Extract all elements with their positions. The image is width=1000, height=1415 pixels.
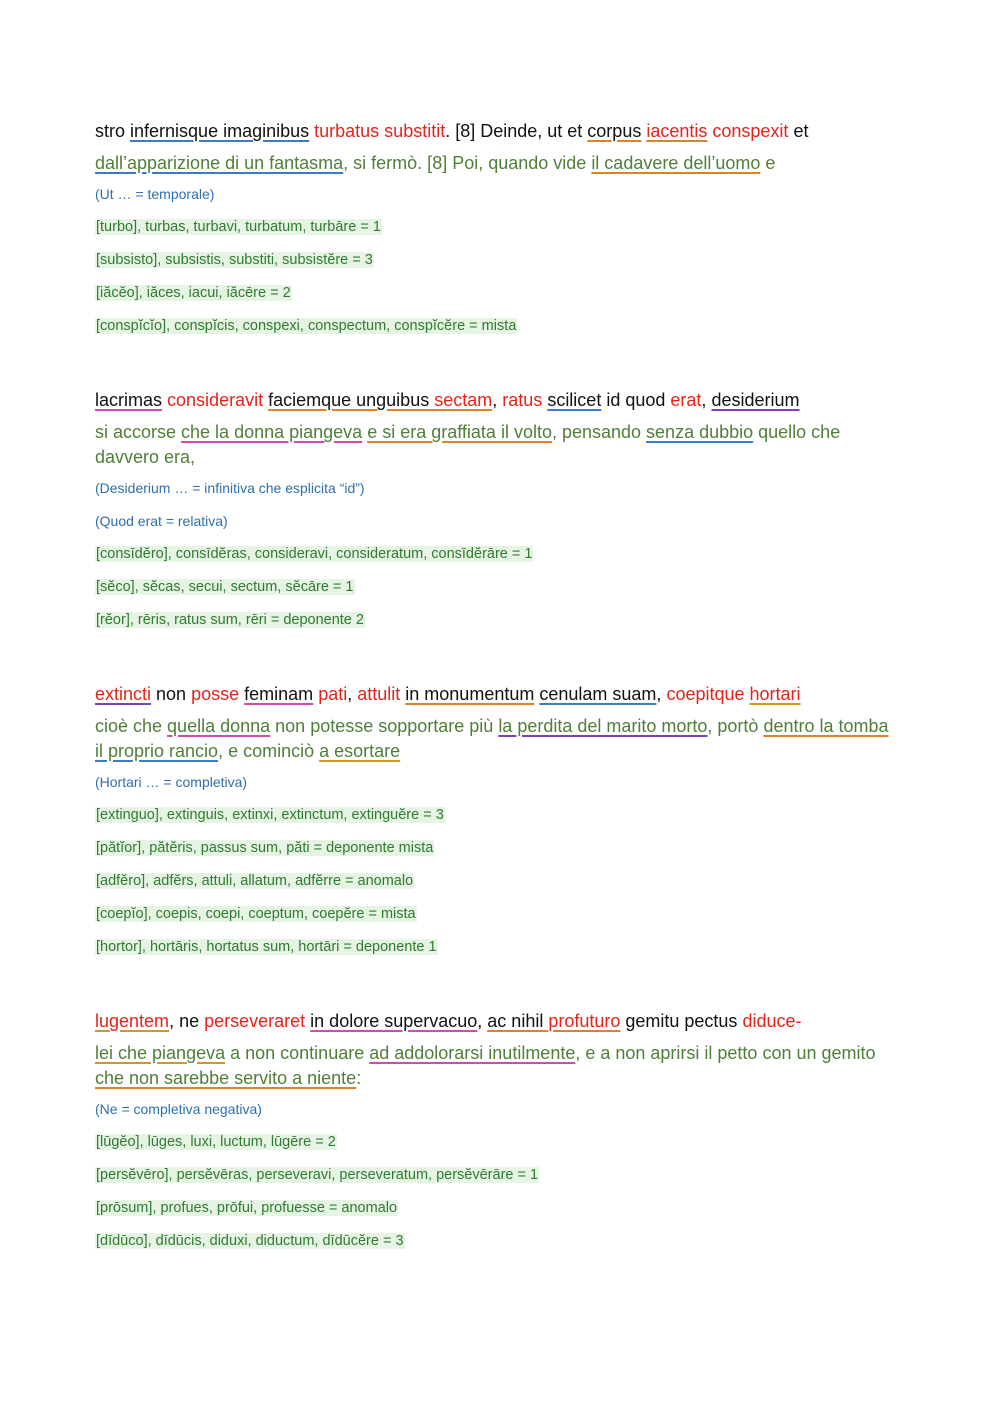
text-segment: e [760, 153, 776, 173]
syntax-note: (Desiderium … = infinitiva che esplicita “id”) [95, 480, 365, 496]
underlined-phrase: cenulam suam [539, 684, 657, 704]
text-segment: gemitu pectus [620, 1011, 743, 1031]
underlined-phrase: dall’apparizione di un fantasma [95, 153, 344, 173]
underlined-phrase: feminam [244, 684, 314, 704]
text-segment: , ne [169, 1011, 205, 1031]
underlined-phrase: il cadavere dell’uomo [591, 153, 761, 173]
latin-line [95, 118, 895, 144]
underlined-phrase: ac nihil [487, 1011, 549, 1031]
vocab-entry [95, 610, 895, 630]
syntax-note: (Ne = completiva negativa) [95, 1101, 262, 1117]
italian-translation [95, 1041, 895, 1091]
vocab-entry [95, 250, 895, 270]
text-segment: , e a non aprirsi il petto con un gemito [575, 1043, 876, 1063]
vocab-entry [95, 544, 895, 564]
underlined-phrase: sectam [434, 390, 493, 410]
underlined-phrase: che non sarebbe servito a niente [95, 1068, 357, 1088]
text-segment: , portò [707, 716, 764, 736]
text-segment: conspexit [712, 121, 789, 141]
vocab-text: [coepĭo], coepis, coepi, coeptum, coepĕre = mista [96, 906, 416, 922]
vocab-text: [iăcĕo], iăces, iacui, iăcēre = 2 [96, 285, 291, 301]
section-3 [95, 681, 895, 957]
text-segment: id quod [601, 390, 671, 410]
latin-line [95, 387, 895, 413]
latin-line [95, 1008, 895, 1034]
text-segment: turbatus substitit [314, 121, 446, 141]
text-segment: a non continuare [225, 1043, 370, 1063]
underlined-phrase: profuturo [548, 1011, 621, 1031]
text-segment: , si fermò. [8] Poi, quando vide [343, 153, 592, 173]
vocab-entry [95, 904, 895, 924]
vocab-text: [persĕvēro], persĕvēras, perseveravi, perseveratum, persĕvērāre = 1 [96, 1167, 539, 1183]
vocab-text: [lūgĕo], lūges, luxi, luctum, lūgēre = 2 [96, 1134, 336, 1150]
text-segment: quello che davvero era, [95, 422, 841, 467]
vocab-entry [95, 805, 895, 825]
underlined-phrase: ad addolorarsi inutilmente [369, 1043, 576, 1063]
underlined-phrase: corpus [587, 121, 642, 141]
underlined-phrase: lugentem [95, 1011, 170, 1031]
vocab-text: [rĕor], rēris, ratus sum, rēri = deponente 2 [96, 612, 364, 628]
text-segment: diduce- [742, 1011, 802, 1031]
section-4 [95, 1008, 895, 1251]
underlined-phrase: il proprio rancio [95, 741, 219, 761]
text-segment: , [492, 390, 503, 410]
text-segment: stro [95, 121, 131, 141]
vocab-text: [extinguo], extinguis, extinxi, extinctum, extinguĕre = 3 [96, 807, 444, 823]
italian-translation [95, 714, 895, 764]
section-2 [95, 387, 895, 630]
text-segment: attulit [357, 684, 401, 704]
underlined-phrase: infernisque imaginibus [130, 121, 310, 141]
underlined-phrase: faciemque unguibus [268, 390, 435, 410]
underlined-phrase: lei che piangeva [95, 1043, 226, 1063]
text-segment: non potesse sopportare più [270, 716, 499, 736]
underlined-phrase: la perdita del marito morto [498, 716, 708, 736]
text-segment: ratus [502, 390, 543, 410]
vocab-entry [95, 1198, 895, 1218]
vocab-text: [sĕco], sĕcas, secui, sectum, sĕcāre = 1 [96, 579, 354, 595]
vocab-text: [pătĭor], pătĕris, passus sum, păti = deponente mista [96, 840, 434, 856]
underlined-phrase: a esortare [319, 741, 401, 761]
section-1 [95, 118, 895, 336]
syntax-note: (Ut … = temporale) [95, 186, 215, 202]
vocab-text: [hortor], hortāris, hortatus sum, hortāri = deponente 1 [96, 939, 437, 955]
vocab-text: [conspĭcĭo], conspĭcis, conspexi, conspectum, conspĭcĕre = mista [96, 318, 517, 334]
vocab-entry [95, 1165, 895, 1185]
vocab-text: [prōsum], profues, prōfui, profuesse = anomalo [96, 1200, 398, 1216]
underlined-phrase: dentro la tomba [763, 716, 889, 736]
latin-line [95, 681, 895, 707]
vocab-text: [adfĕro], adfĕrs, attuli, allatum, adfĕrre = anomalo [96, 873, 414, 889]
text-segment: cioè che [95, 716, 168, 736]
text-segment: posse [191, 684, 240, 704]
underlined-phrase: iacentis [646, 121, 708, 141]
underlined-phrase: in monumentum [405, 684, 535, 704]
underlined-phrase: scilicet [547, 390, 602, 410]
vocab-entry [95, 283, 895, 303]
text-segment: si accorse [95, 422, 182, 442]
text-segment: , pensando [551, 422, 647, 442]
document-page [95, 118, 895, 1302]
italian-translation [95, 420, 895, 470]
underlined-phrase: hortari [749, 684, 801, 704]
syntax-note: (Quod erat = relativa) [95, 513, 228, 529]
syntax-note: (Hortari … = completiva) [95, 774, 248, 790]
text-segment: et [788, 121, 809, 141]
underlined-phrase: che la donna piangeva [181, 422, 363, 442]
vocab-entry [95, 1132, 895, 1152]
text-segment: , [347, 684, 358, 704]
vocab-text: [turbo], turbas, turbavi, turbatum, turbāre = 1 [96, 219, 381, 235]
text-segment: perseveraret [204, 1011, 306, 1031]
vocab-text: [dīdūco], dīdūcis, diduxi, diductum, dīdūcĕre = 3 [96, 1233, 404, 1249]
underlined-phrase: extincti [95, 684, 152, 704]
vocab-entry [95, 316, 895, 336]
text-segment: consideravit [167, 390, 264, 410]
underlined-phrase: e si era graffiata il volto [367, 422, 552, 442]
vocab-entry [95, 1231, 895, 1251]
underlined-phrase: in dolore supervacuo [310, 1011, 478, 1031]
text-segment: : [356, 1068, 362, 1088]
vocab-text: [consīdĕro], consīdĕras, consideravi, consideratum, consīdĕrāre = 1 [96, 546, 533, 562]
vocab-text: [subsisto], subsistis, substiti, subsistĕre = 3 [96, 252, 373, 268]
vocab-entry [95, 937, 895, 957]
vocab-entry [95, 838, 895, 858]
text-segment: erat [670, 390, 702, 410]
underlined-phrase: lacrimas [95, 390, 163, 410]
text-segment: , e cominciò [218, 741, 320, 761]
text-segment: . [8] Deinde, ut et [445, 121, 588, 141]
text-segment: pati [318, 684, 348, 704]
text-segment: , [701, 390, 712, 410]
underlined-phrase: desiderium [711, 390, 800, 410]
text-segment: coepitque [666, 684, 745, 704]
italian-translation [95, 151, 895, 176]
vocab-entry [95, 217, 895, 237]
underlined-phrase: quella donna [167, 716, 271, 736]
vocab-entry [95, 871, 895, 891]
text-segment: , [477, 1011, 488, 1031]
text-segment: , [656, 684, 667, 704]
vocab-entry [95, 577, 895, 597]
underlined-phrase: senza dubbio [646, 422, 754, 442]
text-segment: non [151, 684, 192, 704]
